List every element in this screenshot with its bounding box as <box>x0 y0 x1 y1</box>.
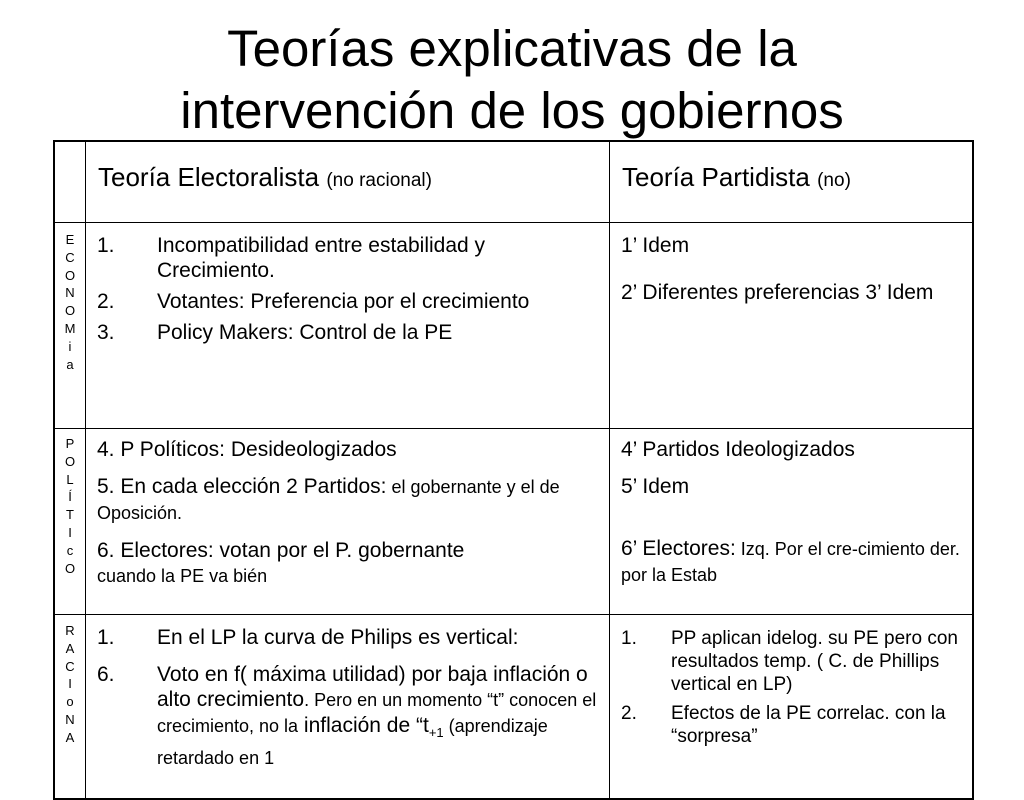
header-electoralista-title: Teoría Electoralista <box>98 162 320 192</box>
racional-partidista-item-text: PP aplican idelog. su PE pero con resultados temp. ( C. de Phillips vertical en LP) <box>671 628 958 695</box>
title-line-2: intervención de los gobiernos <box>180 82 844 139</box>
politico-electoralista-item-4: 4. P Políticos: Desideologizados <box>97 438 397 461</box>
row-label-economia <box>57 231 83 373</box>
header-partidista-note: (no) <box>817 170 851 191</box>
politico-partidista-line-6 <box>621 536 961 588</box>
racional-label-letter: o <box>66 694 74 710</box>
economia-label-letter: O <box>64 267 76 283</box>
politico-label-letter: P <box>65 436 75 451</box>
racional-partidista-item <box>621 702 966 748</box>
racional-item-6-main: Voto en f( máxima utilidad) por baja inflación o alto crecimiento <box>157 663 588 711</box>
politico-label-letter: L <box>66 471 74 487</box>
header-partidista <box>622 162 967 193</box>
column-divider-1 <box>85 142 86 798</box>
economia-label-letter: i <box>68 338 72 354</box>
politico-item-5-main: 5. En cada elección 2 Partidos: <box>97 475 387 498</box>
politico-partidista-line-4: 4’ Partidos Ideologizados <box>621 438 855 461</box>
economia-label-letter: E <box>65 232 75 247</box>
racional-item-6-detail: . Pero en un momento “t” conocen el crecimiento, no la <box>157 690 597 736</box>
row-label-politico <box>57 435 83 577</box>
economia-electoralista-item <box>97 233 597 283</box>
racional-partidista-cell <box>621 627 966 754</box>
page-title <box>0 18 1024 142</box>
header-electoralista <box>98 162 603 193</box>
politico-partidista-6-main: 6’ Electores: <box>621 537 736 560</box>
politico-label-letter: O <box>64 453 76 469</box>
racional-electoralista-item-6 <box>97 662 607 771</box>
racional-item-1-text: En el LP la curva de Philips es vertical: <box>157 626 519 649</box>
economia-label-letter: N <box>65 285 75 301</box>
politico-label-letter: Í <box>68 489 72 505</box>
politico-electoralista-item-6 <box>97 538 597 589</box>
economia-electoralista-item <box>97 289 597 314</box>
row-divider-1 <box>55 222 972 223</box>
racional-label-letter: N <box>65 711 75 727</box>
economia-label-letter: M <box>64 320 76 336</box>
politico-label-letter: T <box>66 507 74 523</box>
politico-partidista-line-5: 5’ Idem <box>621 475 690 498</box>
economia-electoralista-item-text: Votantes: Preferencia por el crecimiento <box>157 290 530 313</box>
racional-electoralista-item-1 <box>97 625 607 650</box>
economia-label-letter: O <box>64 303 76 319</box>
politico-label-letter: O <box>64 560 76 576</box>
racional-item-6-end: inflación de “t <box>303 714 429 737</box>
economia-electoralista-item-text: Incompatibilidad entre estabilidad y Crecimiento. <box>157 234 486 282</box>
politico-partidista-6-detail: Izq. Por el cre-cimiento der. por la Estab <box>621 539 960 585</box>
racional-electoralista-cell <box>97 625 607 771</box>
politico-electoralista-item-5 <box>97 474 597 526</box>
racional-item-6-end-detail: (aprendizaje retardado en 1 <box>157 716 548 769</box>
politico-label-letter: I <box>68 524 72 540</box>
row-divider-3 <box>55 614 972 615</box>
racional-label-letter: A <box>65 729 75 745</box>
title-line-1: Teorías explicativas de la <box>227 20 797 77</box>
economia-label-letter: a <box>66 356 74 372</box>
racional-partidista-item-number: 2. <box>621 703 637 724</box>
economia-electoralista-item <box>97 320 597 345</box>
economia-partidista-line-1: 1’ Idem <box>621 234 690 257</box>
racional-label-letter: I <box>68 676 72 692</box>
header-partidista-title: Teoría Partidista <box>622 162 810 192</box>
racional-item-6-number: 6. <box>97 663 115 686</box>
racional-label-letter: A <box>65 640 75 656</box>
racional-label-letter: R <box>65 623 75 638</box>
economia-electoralista-item-text: Policy Makers: Control de la PE <box>157 321 453 344</box>
column-divider-2 <box>609 142 610 798</box>
racional-item-6-subscript: +1 <box>428 725 444 741</box>
racional-label-letter: C <box>65 658 75 674</box>
racional-partidista-item-number: 1. <box>621 628 637 649</box>
politico-electoralista-cell <box>97 437 597 589</box>
economia-label-letter: C <box>65 249 75 265</box>
racional-partidista-item <box>621 627 966 696</box>
politico-partidista-cell <box>621 437 961 588</box>
theories-table <box>53 140 974 800</box>
economia-electoralista-item-number: 1. <box>97 234 115 257</box>
racional-partidista-item-text: Efectos de la PE correlac. con la “sorpresa” <box>671 703 946 747</box>
politico-label-letter: c <box>66 542 74 558</box>
racional-item-1-number: 1. <box>97 626 115 649</box>
row-label-racional <box>57 622 83 747</box>
politico-item-5-detail: el gobernante y el de Oposición. <box>97 477 560 523</box>
economia-electoralista-item-number: 3. <box>97 321 115 344</box>
economia-partidista-line-2: 2’ Diferentes preferencias 3’ Idem <box>621 281 934 304</box>
header-electoralista-note: (no racional) <box>326 170 432 191</box>
economia-electoralista-item-number: 2. <box>97 290 115 313</box>
row-divider-2 <box>55 428 972 429</box>
economia-electoralista-cell <box>97 233 597 351</box>
economia-partidista-cell <box>621 233 951 305</box>
politico-item-6-detail: cuando la PE va bién <box>97 566 268 586</box>
politico-item-6-main: 6. Electores: votan por el P. gobernante <box>97 539 465 562</box>
